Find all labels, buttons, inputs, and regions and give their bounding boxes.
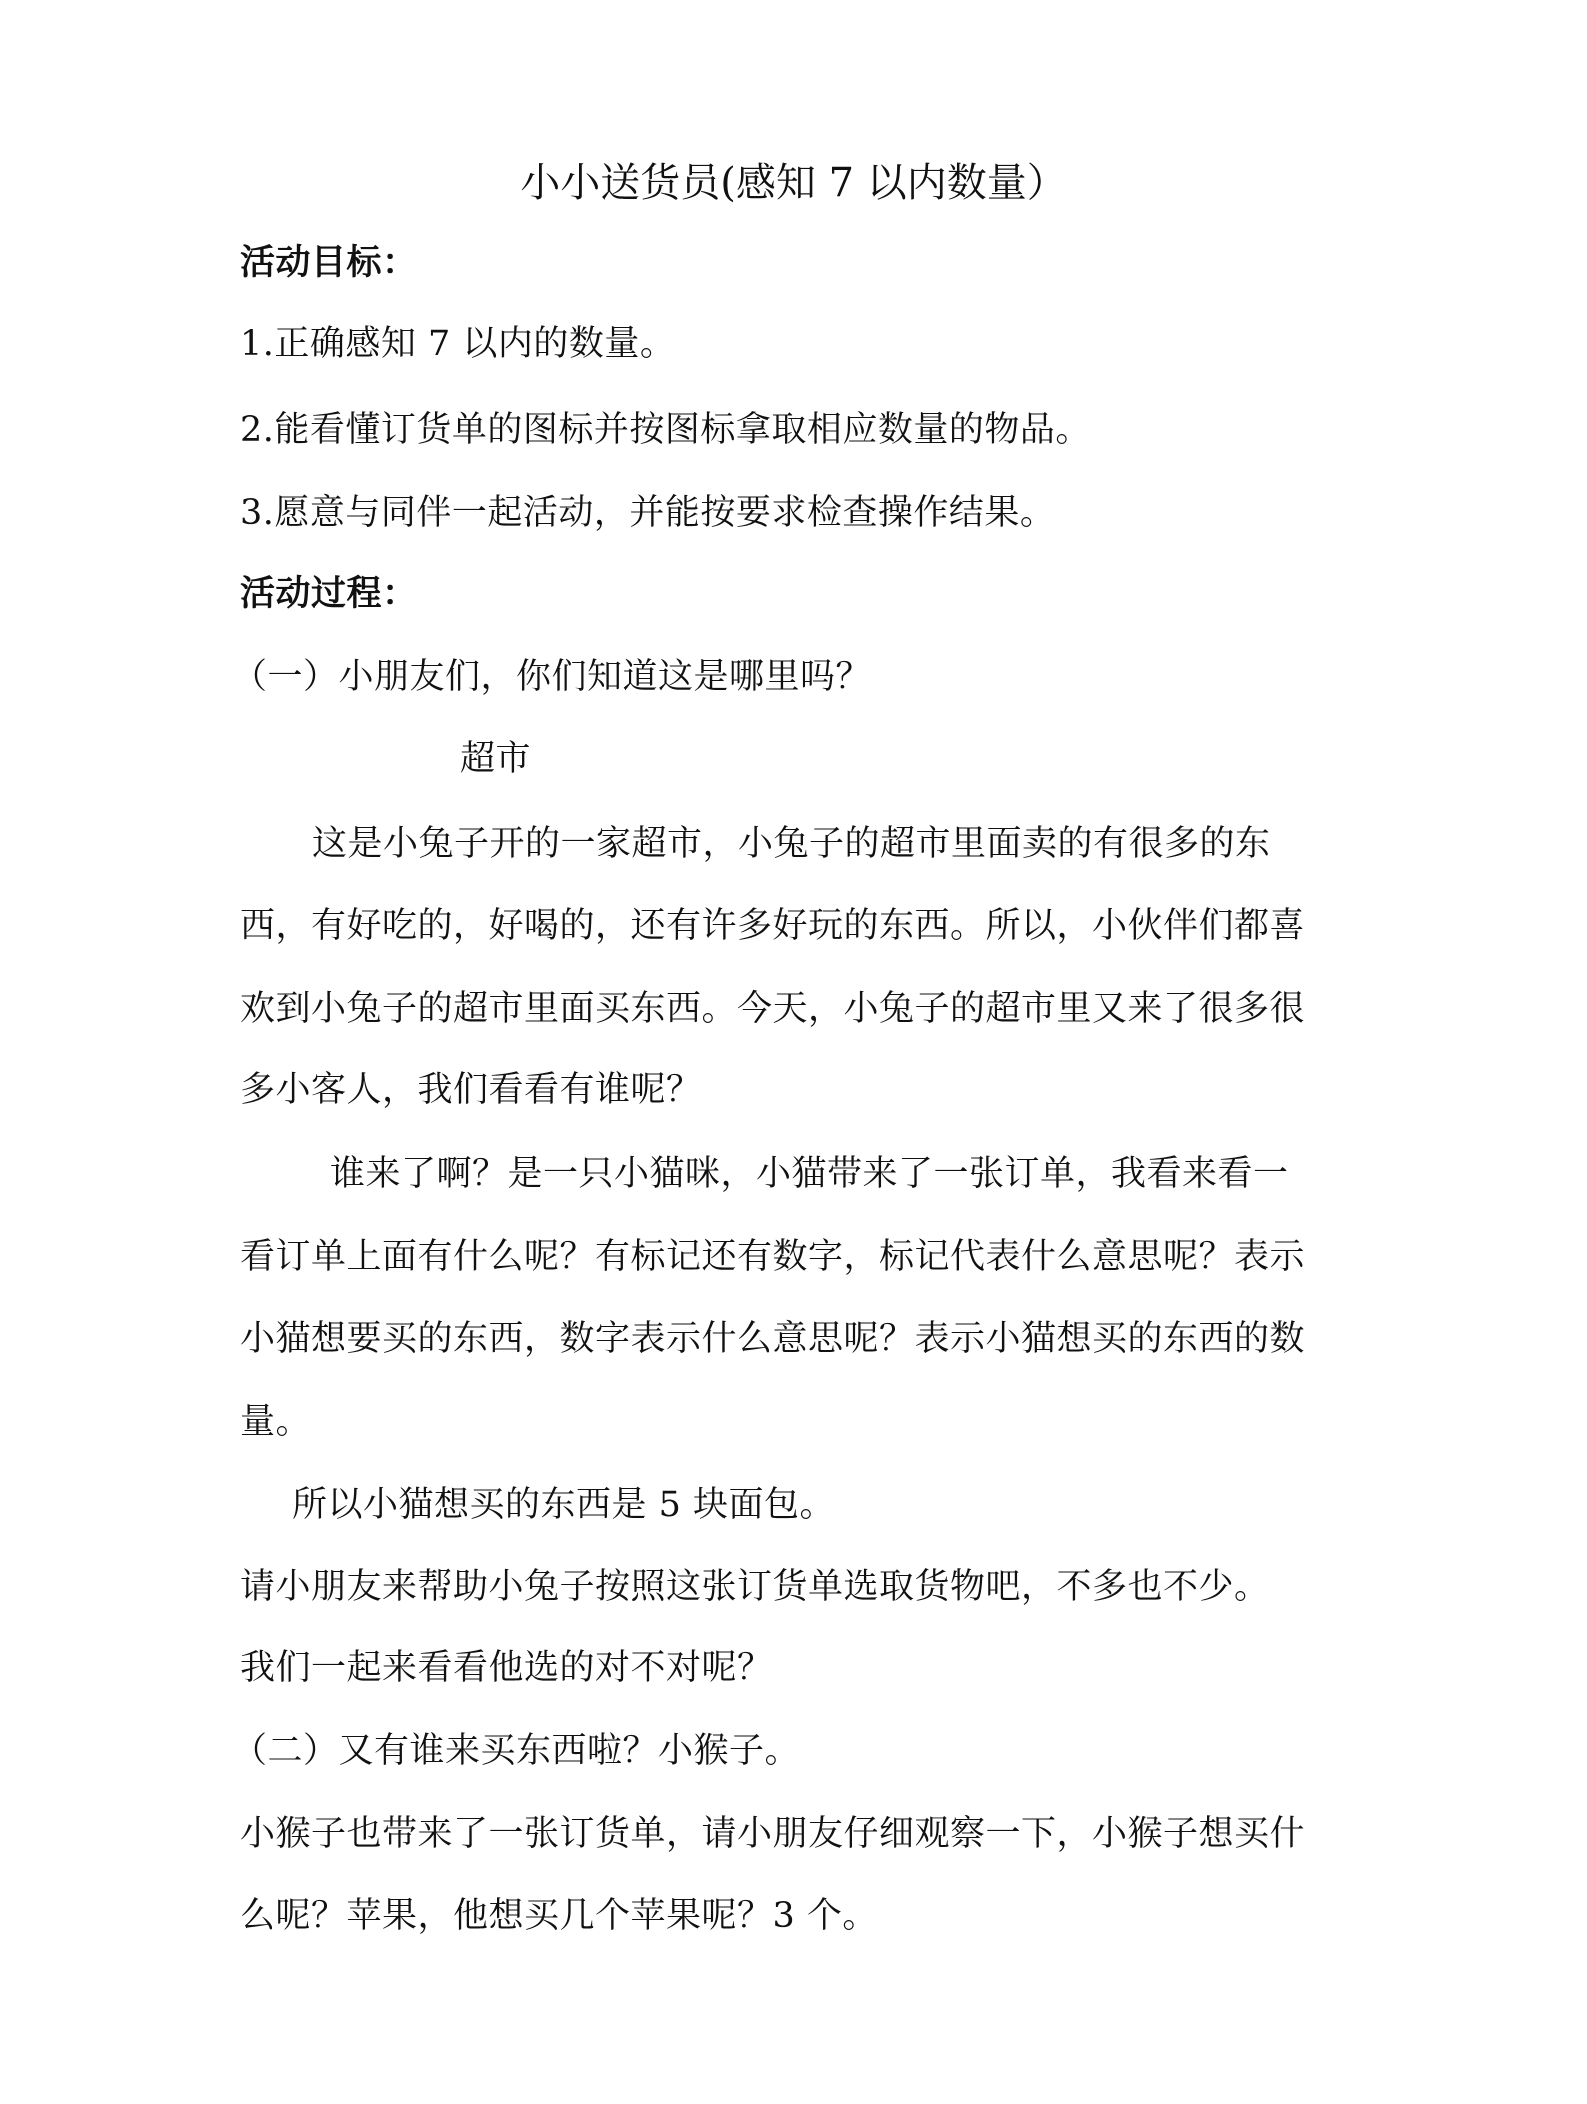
- goal-item-2: 2.能看懂订货单的图标并按图标拿取相应数量的物品。: [240, 410, 1091, 450]
- process-paragraph-line: 看订单上面有什么呢？有标记还有数字，标记代表什么意思呢？表示: [240, 1237, 1306, 1277]
- process-paragraph-line: 量。: [240, 1402, 312, 1442]
- goal-item-1: 1.正确感知 7 以内的数量。: [240, 324, 676, 364]
- process-paragraph-line: 小猴子也带来了一张订货单，请小朋友仔细观察一下，小猴子想买什: [240, 1814, 1306, 1854]
- process-paragraph-line: 谁来了啊？是一只小猫咪，小猫带来了一张订单，我看来看一: [330, 1154, 1289, 1194]
- process-heading: 活动过程：: [240, 573, 418, 614]
- goals-heading: 活动目标：: [240, 242, 418, 283]
- process-paragraph-line: 么呢？苹果，他想买几个苹果呢？3 个。: [240, 1896, 878, 1936]
- process-section-2-line: （二）又有谁来买东西啦？小猴子。: [232, 1731, 801, 1771]
- process-paragraph-line: 我们一起来看看他选的对不对呢？: [240, 1648, 773, 1688]
- process-paragraph-line: 欢到小兔子的超市里面买东西。今天，小兔子的超市里又来了很多很: [240, 989, 1306, 1029]
- process-line-1: （一）小朋友们，你们知道这是哪里吗？: [232, 657, 872, 697]
- process-paragraph-line: 西，有好吃的，好喝的，还有许多好玩的东西。所以，小伙伴们都喜: [240, 906, 1306, 946]
- process-paragraph-line: 多小客人，我们看看有谁呢？: [240, 1070, 702, 1110]
- goal-item-3: 3.愿意与同伴一起活动，并能按要求检查操作结果。: [240, 493, 1056, 533]
- process-paragraph-line: 这是小兔子开的一家超市，小兔子的超市里面卖的有很多的东: [312, 824, 1271, 864]
- process-paragraph-line: 小猫想要买的东西，数字表示什么意思呢？表示小猫想买的东西的数: [240, 1319, 1306, 1359]
- process-paragraph-line: 所以小猫想买的东西是 5 块面包。: [292, 1485, 836, 1525]
- process-line-supermarket: 超市: [460, 739, 532, 779]
- document-title: 小小送货员(感知 7 以内数量）: [520, 160, 1067, 206]
- process-paragraph-line: 请小朋友来帮助小兔子按照这张订货单选取货物吧，不多也不少。: [240, 1567, 1270, 1607]
